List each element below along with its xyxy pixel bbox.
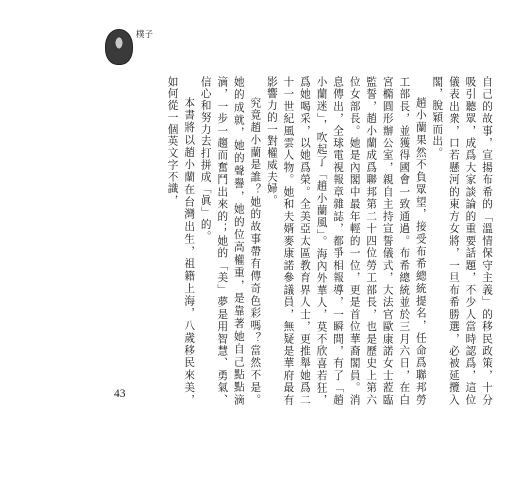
paragraph: 自己的故事，宣揚布希的「溫情保守主義」的移民政策，十分吸引聽眾，成爲大家談論的重要話題，不少人當時認爲，這位儀表出衆，口若懸河的東方女將，一旦布希勝選，必被延攬入閣，脫穎而出。 xyxy=(431,76,493,406)
paragraph: 本書將以趙小蘭在台灣出生，祖籍上海，八歲移民來美，如何從一個英文字不識， xyxy=(166,76,196,406)
author-name: 樸子 xyxy=(136,30,154,40)
paragraph: 趙小蘭果然不負眾望，接受布希總統提名，任命爲聯邦勞工部長，並獲得國會一致通過。布希總統並於三月六日，在白宮橢圓形辦公室，親自主持宣誓儀式，大法官歐康諾女士蒞臨監誓，趙小蘭成爲聯邦第二十四位勞工部長，也是歷史上第六位女部長。她是內閣中最年輕的一位，更是首位華裔閣員。消息傳出，全球電視報章雜誌，都爭相報導，一瞬間，有了「趙小蘭迷」，吹起了「趙小蘭風」。海內外華人，莫不欣喜若狂，爲她喝采，以她爲榮。全美亞太區教育界人士，更推舉她爲二十一世紀風雲人物。她和夫婿麥康諾參議員，無疑是華府最有影響力的一對權威夫婦。 xyxy=(265,76,427,406)
author-avatar xyxy=(105,29,133,65)
vertical-text-body xyxy=(130,76,495,406)
page-number: 43 xyxy=(114,388,126,400)
paragraph: 究竟趙小蘭是誰？她的故事帶有傳奇色彩嗎？當然不是。她的成就，她的聲譽，她的位高權重，是靠著她自己點點滴滴，一步一趨而奮鬥出來的；她的「美」夢是用智慧、勇氣、信心和努力去打拼成「眞」的。 xyxy=(199,76,262,406)
